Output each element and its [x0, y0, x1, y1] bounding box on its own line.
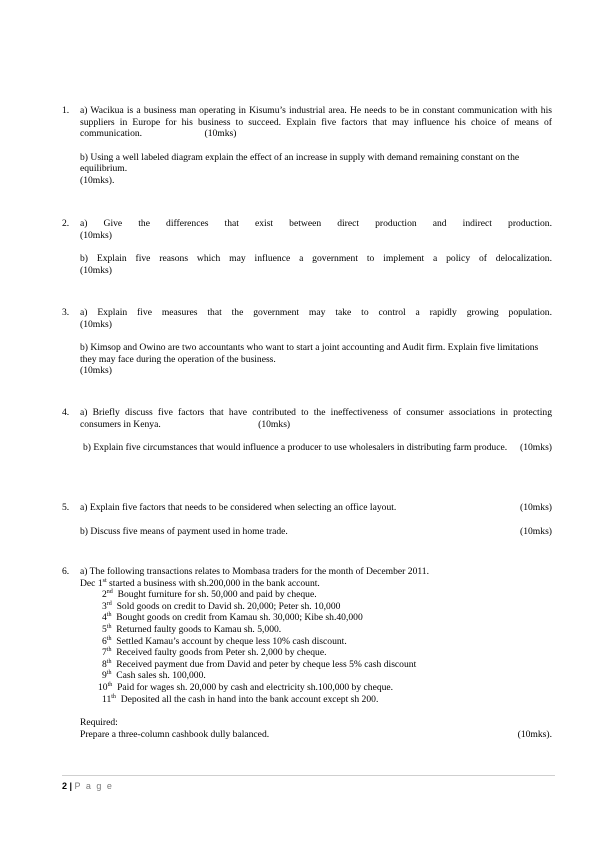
transaction-text: Deposited all the cash in hand into the bank account except sh 200. — [115, 693, 379, 705]
marks-label: (10mks) — [80, 229, 112, 241]
question-text: b) Explain five reasons which may influence a government to implement a policy of delocalization. — [80, 253, 552, 265]
transaction-text: Returned faulty goods to Kamau sh. 5,000. — [111, 623, 282, 635]
transaction-day-suffix: th — [106, 670, 112, 677]
transaction-day-suffix: rd — [106, 600, 112, 607]
question-3 — [62, 307, 552, 377]
question-text: a) Give the differences that exist between direct production and indirect production. — [80, 218, 552, 229]
transaction-text: Cash sales sh. 100,000. — [111, 670, 206, 682]
transaction-day: 11 — [102, 693, 112, 705]
transaction-day: 10 — [98, 681, 108, 693]
transaction-text: Bought goods on credit from Kamau sh. 30,000; Kibe sh.40,000 — [111, 612, 363, 624]
transaction-day: 4 — [102, 612, 107, 624]
transaction-text: Paid for wages sh. 20,000 by cash and electricity sh.100,000 by cheque. — [112, 681, 394, 693]
question-text: a) Briefly discuss five factors that have contributed to the ineffectiveness of consumer associations in protecting consumers in Kenya. — [80, 407, 552, 430]
question-4b — [83, 442, 552, 454]
marks-label: (10mks). — [517, 728, 552, 740]
transaction-day-suffix: nd — [106, 589, 113, 595]
transactions-list — [80, 578, 552, 706]
transaction-line — [98, 682, 552, 694]
transaction-day-suffix: th — [106, 646, 112, 653]
page-separator: | — [67, 781, 75, 791]
question-text: a) Wacikua is a business man operating in Kisumu’s industrial area. He needs to be in constant communication with his suppliers in Europe for his business to succeed. Explain five factors that may influence his choice of means of communication. — [80, 105, 552, 140]
question-number: 4. — [62, 407, 70, 418]
question-number: 5. — [62, 502, 70, 513]
transaction-line — [102, 612, 552, 624]
transaction-day-suffix: st — [102, 577, 107, 584]
required-label: Required: — [80, 717, 118, 729]
transaction-text: Settled Kamau’s account by cheque less 10% cash discount. — [111, 635, 347, 647]
transaction-day: 5 — [102, 623, 107, 635]
transaction-text: Received faulty goods from Peter sh. 2,000 by cheque. — [111, 647, 327, 659]
marks-label: (10mks) — [258, 418, 291, 430]
question-2 — [62, 218, 552, 276]
question-text: a) Explain five factors that needs to be considered when selecting an office layout. — [80, 502, 397, 513]
question-1b — [80, 152, 520, 175]
page-footer — [62, 781, 113, 791]
marks-label: (10mks). — [80, 174, 115, 186]
marks-label: (10mks) — [80, 318, 112, 330]
transaction-day-suffix: th — [106, 635, 112, 642]
transaction-line — [102, 670, 552, 682]
question-text: b) Using a well labeled diagram explain the effect of an increase in supply with demand remaining constant on the equilibrium. — [80, 151, 520, 175]
question-number: 1. — [62, 105, 70, 116]
question-number: 3. — [62, 307, 70, 318]
transaction-day: Dec 1 — [80, 577, 103, 589]
required-row — [80, 729, 552, 741]
transaction-line — [102, 589, 552, 601]
question-1a — [80, 105, 552, 140]
transaction-day-suffix: th — [106, 623, 112, 630]
transaction-day: 9 — [102, 670, 107, 682]
transaction-line — [102, 601, 552, 613]
transaction-day: 2 — [102, 589, 107, 601]
transaction-text: started a business with sh.200,000 in the bank account. — [106, 577, 320, 589]
question-text: b) Kimsop and Owino are two accountants who want to start a joint accounting and Audit firm. Explain five limitations they may face during the operation of the business. — [80, 342, 539, 365]
transaction-day: 6 — [102, 635, 107, 647]
transaction-text: Received payment due from David and peter by cheque less 5% cash discount — [111, 658, 417, 670]
transaction-line — [102, 659, 552, 671]
question-text: a) The following transactions relates to Mombasa traders for the month of December 2011. — [80, 566, 430, 577]
transaction-text: Sold goods on credit to David sh. 20,000; Peter sh. 10,000 — [111, 600, 341, 612]
question-text: b) Explain five circumstances that would influence a producer to use wholesalers in distributing farm produce. — [83, 442, 508, 454]
question-4 — [62, 407, 552, 454]
transaction-line — [102, 624, 552, 636]
question-5b — [80, 526, 552, 538]
page-label: P a g e — [74, 781, 114, 791]
question-5a — [80, 502, 552, 514]
transaction-line — [102, 647, 552, 659]
transaction-day-suffix: th — [106, 658, 112, 665]
question-5 — [62, 502, 552, 537]
marks-label: (10mks) — [520, 525, 552, 537]
marks-label: (10mks) — [520, 502, 552, 513]
marks-label: (10mks) — [204, 128, 237, 140]
transaction-day: 7 — [102, 647, 107, 659]
transaction-day: 8 — [102, 658, 107, 670]
transaction-day-suffix: th — [111, 693, 116, 700]
transaction-line — [102, 636, 552, 648]
question-4a — [80, 407, 552, 430]
page-number: 2 — [62, 781, 68, 791]
marks-label: (10mks) — [520, 442, 552, 454]
question-1 — [62, 105, 552, 187]
transaction-day-suffix: th — [107, 681, 113, 688]
question-number: 2. — [62, 218, 70, 229]
transaction-text: Bought furniture for sh. 50,000 and paid by cheque. — [112, 589, 317, 601]
question-text: a) Explain five measures that the government may take to control a rapidly growing population. — [80, 307, 552, 318]
transaction-day-suffix: th — [106, 612, 112, 619]
question-number: 6. — [62, 566, 70, 577]
question-text: b) Discuss five means of payment used in home trade. — [80, 525, 288, 537]
footer-divider — [62, 775, 555, 776]
transaction-line — [102, 694, 552, 706]
marks-label: (10mks) — [80, 365, 112, 377]
marks-label: (10mks) — [80, 264, 112, 276]
transaction-line — [80, 578, 552, 590]
required-text: Prepare a three-column cashbook dully balanced. — [80, 728, 270, 740]
transaction-day: 3 — [102, 600, 107, 612]
question-6 — [62, 566, 552, 740]
